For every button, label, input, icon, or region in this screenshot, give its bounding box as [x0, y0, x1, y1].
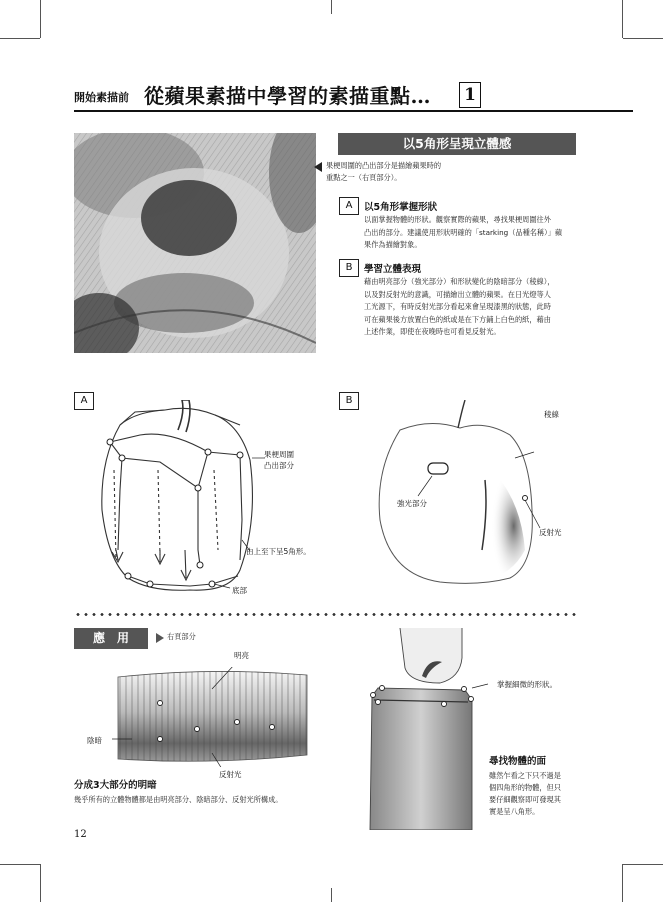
- find-face-title: 尋找物體的面: [489, 756, 547, 767]
- caption-line: 果梗周圍的凸出部分是描繪蘋果時的: [326, 161, 442, 170]
- point-b-title: 學習立體表現: [364, 264, 422, 275]
- figure-b-anno-reflect: 反射光: [539, 528, 562, 537]
- application-note: 右頁部分: [167, 632, 196, 641]
- figure-a-anno-pentagon: 由上至下呈5角形。: [246, 547, 311, 556]
- text-line: 上述作業，即使在夜晚時也可看見反射光。: [364, 327, 501, 336]
- panel-title: 以5角形呈現立體感: [402, 136, 512, 151]
- point-a-badge: A: [339, 197, 359, 215]
- header-rule: [74, 110, 633, 112]
- find-face-text: [489, 770, 561, 818]
- anno-line: 果梗周圍: [264, 450, 294, 459]
- application-desc: 幾乎所有的立體物體都是由明亮部分、陰暗部分、反射光所構成。: [74, 795, 283, 804]
- text-line: 果作為描繪對象。: [364, 240, 422, 249]
- application-anno-bright: 明亮: [234, 651, 249, 660]
- figure-b-anno-ridge: 稜線: [544, 410, 559, 419]
- crop-mark: [331, 888, 332, 902]
- panel-caption: [326, 160, 441, 184]
- crop-mark: [623, 864, 663, 865]
- figure-b-anno-highlight: 強光部分: [397, 499, 427, 508]
- text-line: 凸出的部分。建議使用形狀明確的「starking（品種名稱）」蘋: [364, 227, 563, 237]
- dotted-separator: [74, 613, 579, 616]
- octagonal-object-sketch: [360, 628, 490, 830]
- corrugated-cylinder-sketch: [112, 667, 312, 767]
- crop-mark: [0, 864, 40, 865]
- point-b-badge: B: [339, 259, 359, 277]
- application-subtitle: 分成3大部分的明暗: [74, 780, 157, 791]
- pointer-arrow-icon: [314, 162, 322, 172]
- apple-shading-sketch: [370, 400, 550, 590]
- application-anno-dark: 陰暗: [87, 736, 102, 745]
- text-line: 以及對反射光的意識，可描繪出立體的蘋果。在日光燈等人: [364, 289, 551, 299]
- text-line: 雖然乍看之下只不過是: [489, 771, 561, 780]
- arrow-right-icon: [156, 633, 164, 643]
- crop-mark: [623, 38, 663, 39]
- crop-mark: [622, 864, 623, 902]
- figure-a-anno-bottom: 底部: [232, 586, 247, 595]
- caption-line: 重點之一（右頁部分）。: [326, 173, 402, 182]
- text-line: 要仔細觀察即可發現其: [489, 795, 561, 804]
- section-label: 開始素描前: [74, 91, 129, 104]
- figure-a-badge: A: [74, 392, 94, 410]
- page-number: 12: [74, 829, 87, 840]
- crop-mark: [622, 0, 623, 38]
- text-line: 個四角形的物體，但只: [489, 783, 561, 792]
- application-anno-reflect: 反射光: [219, 770, 242, 779]
- point-b-text: [364, 276, 554, 339]
- text-line: 以面掌握物體的形狀。觀察實際的蘋果，尋找果梗周圍往外: [364, 215, 551, 224]
- title-number-box: 1: [459, 82, 481, 108]
- apple-pentagon-sketch: [90, 400, 290, 600]
- apple-sketch-photo: [74, 133, 316, 353]
- text-line: 實是呈八角形。: [489, 807, 540, 816]
- anno-line: 凸出部分: [264, 461, 294, 470]
- figure-b-badge: B: [339, 392, 359, 410]
- crop-mark: [40, 864, 41, 902]
- crop-mark: [40, 0, 41, 38]
- point-a-title: 以5角形掌握形狀: [364, 202, 438, 213]
- figure-a-anno-top: [264, 449, 294, 471]
- point-a-text: [364, 214, 562, 252]
- application-anno-shape: 掌握細微的形狀。: [497, 680, 557, 689]
- text-line: 藉由明亮部分（強光部分）和形狀變化的陰暗部分（稜線），: [364, 277, 555, 286]
- page-title: 從蘋果素描中學習的素描重點…: [144, 84, 431, 108]
- application-title-bar: 應 用: [74, 628, 148, 649]
- crop-mark: [331, 0, 332, 14]
- text-line: 工光源下，有時反射光部分看起來會呈現漆黑的狀態，此時: [364, 302, 551, 311]
- crop-mark: [0, 38, 40, 39]
- text-line: 可在蘋果後方放置白色的紙或是在下方鋪上白色的紙，藉由: [364, 314, 551, 324]
